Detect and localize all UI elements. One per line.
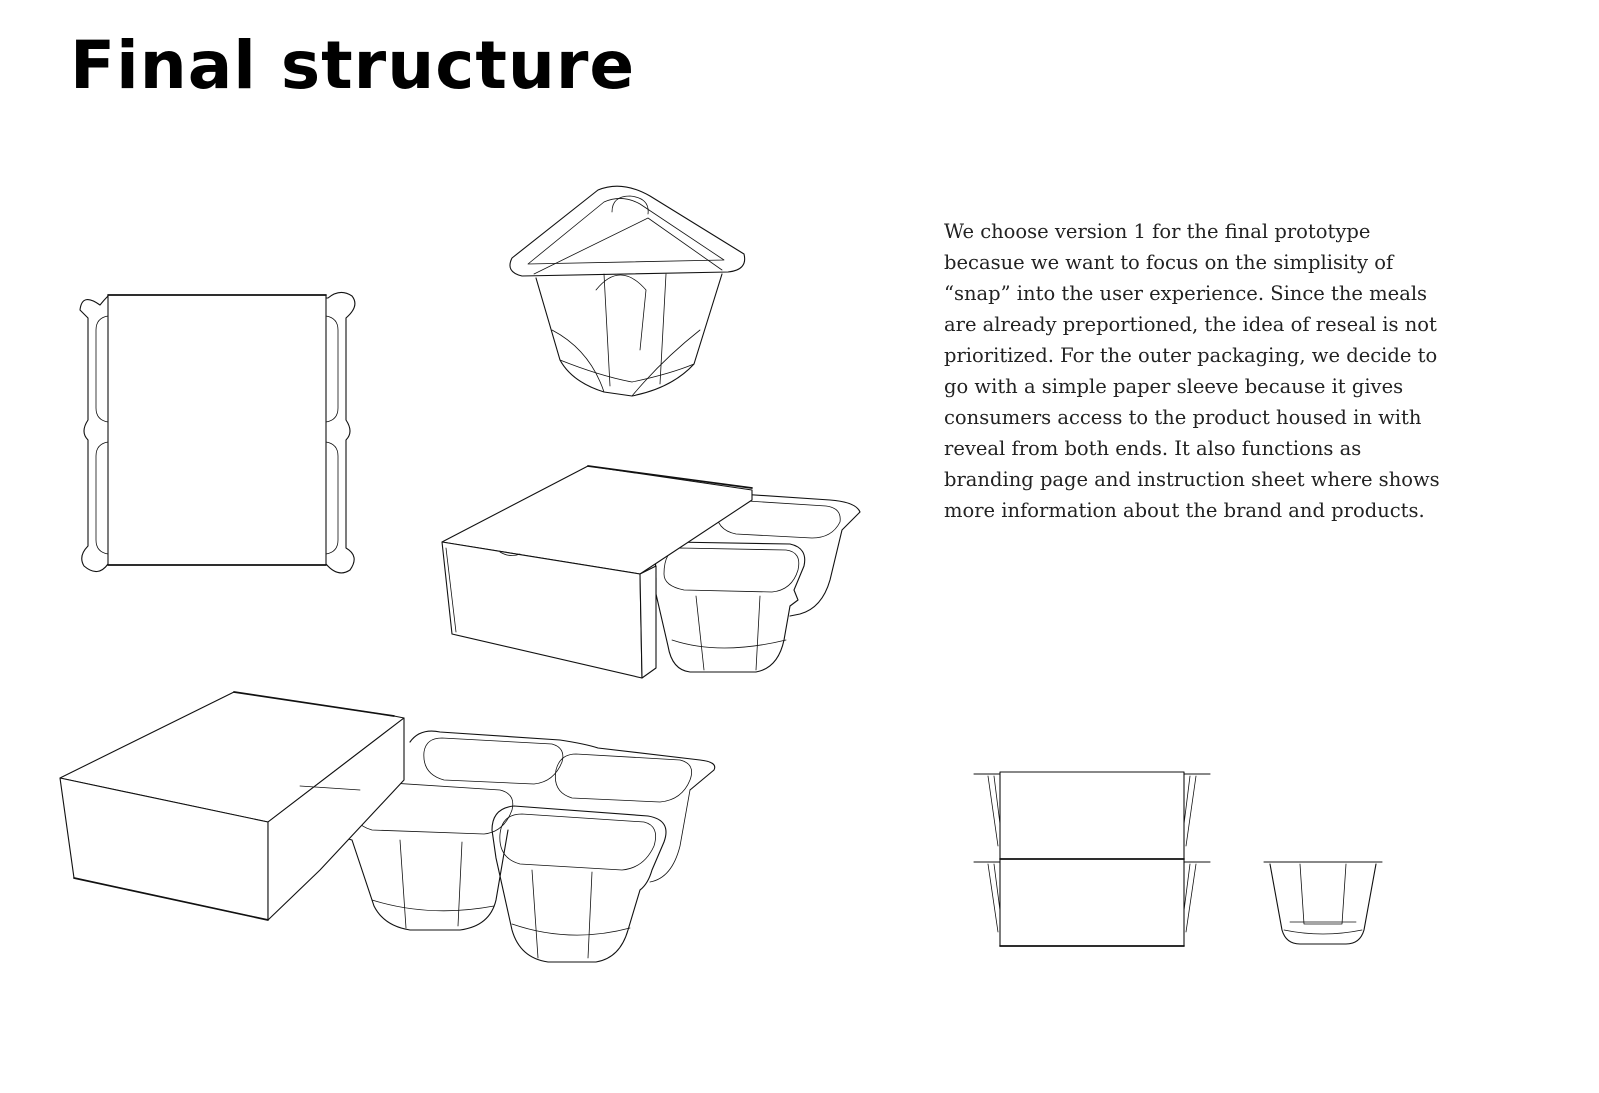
side-elevation-cup [1264,862,1382,944]
single-cup-perspective [510,186,745,396]
two-pack-sleeve-perspective [442,466,860,678]
four-pack-sleeve-perspective [60,692,715,962]
front-elevation-stacked [974,772,1210,946]
top-view-sleeve [80,292,355,572]
page-title: Final structure [70,27,636,104]
description-text: We choose version 1 for the final prototype becasue we want to focus on the simplisity of “snap” into the user experience. Since the meals are already preportioned, the idea of reseal is not prioritized. For the outer packaging, we decide to go with a simple paper sleeve because it gives consumers access to the product housed in with reveal from both ends. It also functions as branding page and instruction sheet where shows more information about the brand and products. [944,220,1440,522]
